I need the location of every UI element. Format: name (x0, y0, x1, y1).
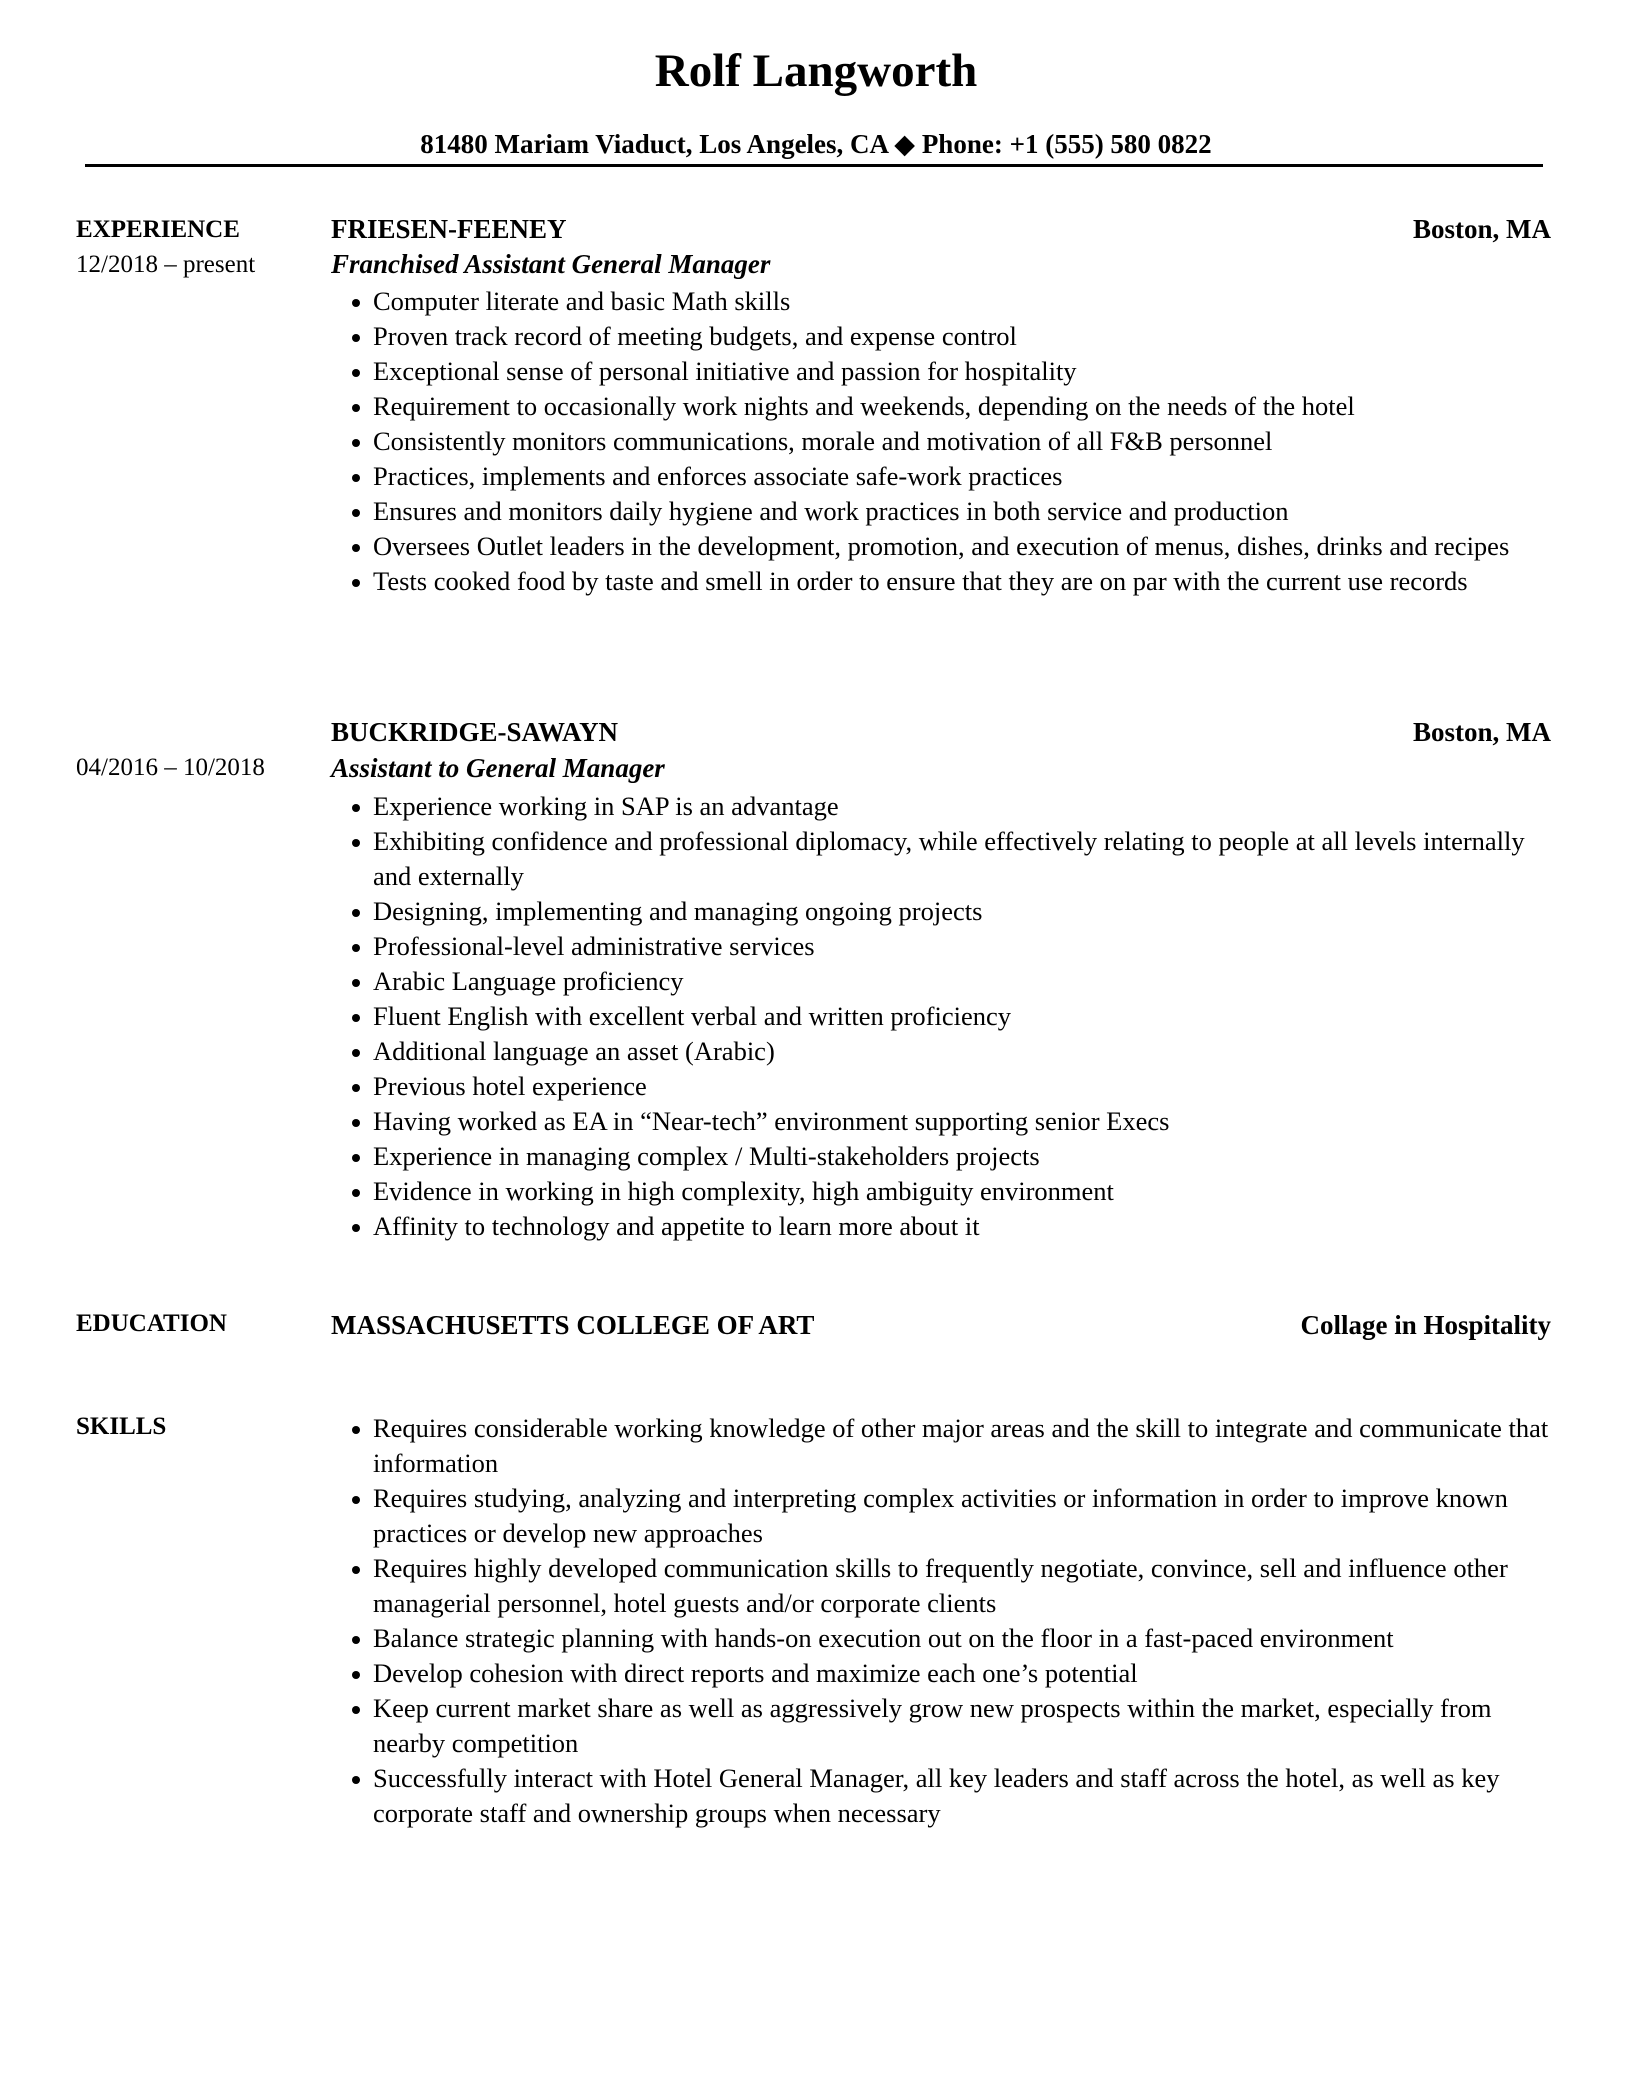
job-duties-list (331, 284, 1556, 599)
list-item: Having worked as EA in “Near-tech” environment supporting senior Execs (331, 1104, 1556, 1139)
list-item: Proven track record of meeting budgets, and expense control (331, 319, 1556, 354)
contact-line: 81480 Mariam Viaduct, Los Angeles, CA ◆ Phone: +1 (555) 580 0822 (420, 129, 1212, 159)
list-item: Requires studying, analyzing and interpreting complex activities or information in order to improve known practices or develop new approaches (331, 1481, 1556, 1551)
list-item: Requires considerable working knowledge of other major areas and the skill to integrate and communicate that information (331, 1411, 1556, 1481)
skills-list (331, 1411, 1556, 1831)
list-item: Ensures and monitors daily hygiene and work practices in both service and production (331, 494, 1556, 529)
job-location: Boston, MA (1412, 214, 1551, 244)
list-item: Exceptional sense of personal initiative and passion for hospitality (331, 354, 1556, 389)
list-item: Consistently monitors communications, morale and motivation of all F&B personnel (331, 424, 1556, 459)
list-item: Successfully interact with Hotel General Manager, all key leaders and staff across the hotel, as well as key corporate staff and ownership groups when necessary (331, 1761, 1556, 1831)
list-item: Fluent English with excellent verbal and written proficiency (331, 999, 1556, 1034)
list-item: Previous hotel experience (331, 1069, 1556, 1104)
list-item: Computer literate and basic Math skills (331, 284, 1556, 319)
list-item: Requirement to occasionally work nights and weekends, depending on the needs of the hotel (331, 389, 1556, 424)
job-duties-list (331, 789, 1556, 1244)
list-item: Exhibiting confidence and professional diplomacy, while effectively relating to people at all levels internally and externally (331, 824, 1556, 894)
list-item: Keep current market share as well as aggressively grow new prospects within the market, especially from nearby competition (331, 1691, 1556, 1761)
list-item: Professional-level administrative services (331, 929, 1556, 964)
education-heading: EDUCATION (76, 1310, 227, 1337)
job-company: BUCKRIDGE-SAWAYN (331, 717, 619, 747)
list-item: Arabic Language proficiency (331, 964, 1556, 999)
job-location: Boston, MA (1412, 717, 1551, 747)
job-company: FRIESEN-FEENEY (331, 214, 567, 244)
education-school: MASSACHUSETTS COLLEGE OF ART (331, 1310, 815, 1340)
list-item: Experience working in SAP is an advantage (331, 789, 1556, 824)
job-title: Assistant to General Manager (331, 753, 665, 783)
job-dates: 04/2016 – 10/2018 (76, 754, 265, 781)
job-title: Franchised Assistant General Manager (331, 249, 771, 279)
list-item: Develop cohesion with direct reports and maximize each one’s potential (331, 1656, 1556, 1691)
list-item: Affinity to technology and appetite to learn more about it (331, 1209, 1556, 1244)
list-item: Oversees Outlet leaders in the development, promotion, and execution of menus, dishes, drinks and recipes (331, 529, 1556, 564)
list-item: Requires highly developed communication skills to frequently negotiate, convince, sell and influence other managerial personnel, hotel guests and/or corporate clients (331, 1551, 1556, 1621)
skills-heading: SKILLS (76, 1413, 167, 1440)
list-item: Evidence in working in high complexity, high ambiguity environment (331, 1174, 1556, 1209)
job-dates: 12/2018 – present (76, 251, 256, 278)
list-item: Practices, implements and enforces associate safe-work practices (331, 459, 1556, 494)
education-degree: Collage in Hospitality (1300, 1310, 1551, 1340)
list-item: Experience in managing complex / Multi-stakeholders projects (331, 1139, 1556, 1174)
header-divider (85, 164, 1543, 167)
list-item: Tests cooked food by taste and smell in order to ensure that they are on par with the current use records (331, 564, 1556, 599)
list-item: Balance strategic planning with hands-on execution out on the floor in a fast-paced environment (331, 1621, 1556, 1656)
candidate-name: Rolf Langworth (654, 45, 978, 97)
list-item: Additional language an asset (Arabic) (331, 1034, 1556, 1069)
list-item: Designing, implementing and managing ongoing projects (331, 894, 1556, 929)
experience-heading: EXPERIENCE (76, 216, 240, 243)
